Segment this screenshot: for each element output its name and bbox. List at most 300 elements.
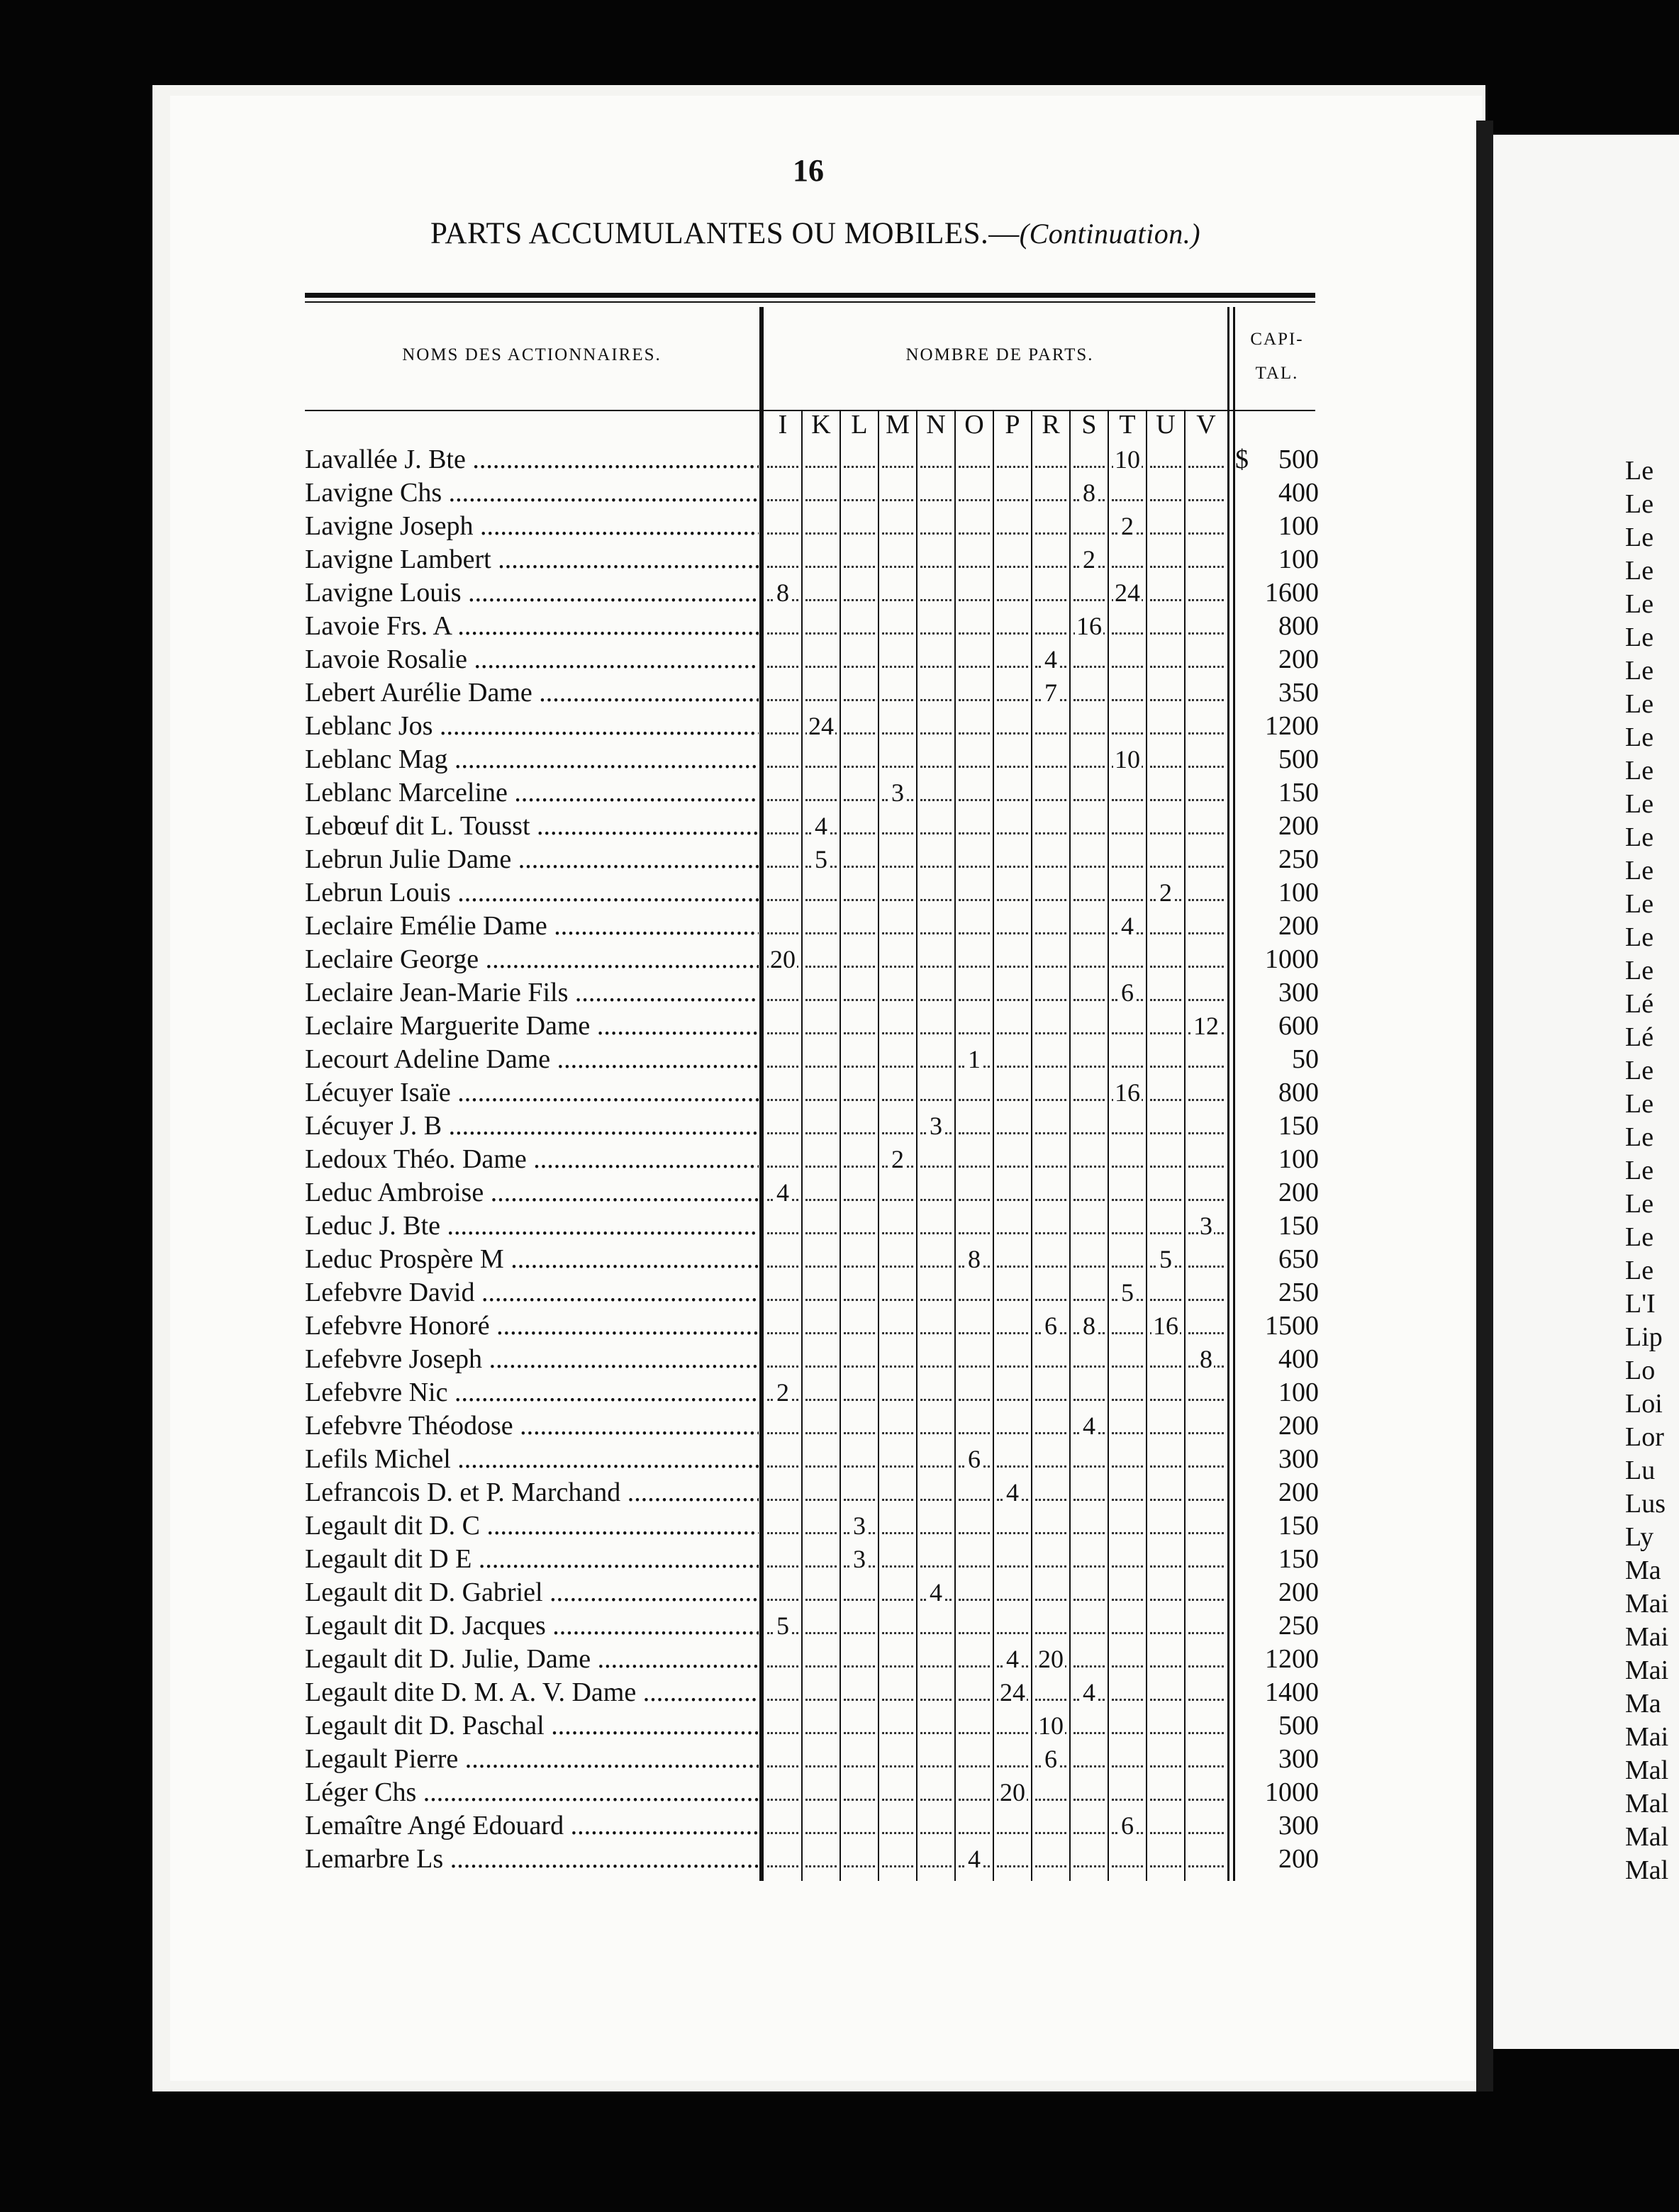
share-cell: [764, 976, 802, 1010]
share-cell: [840, 576, 878, 610]
share-cell: [878, 543, 917, 576]
capital-amount: 200: [1278, 911, 1319, 941]
share-cell: [1032, 776, 1070, 810]
facing-page-fragment: Le: [1625, 856, 1654, 886]
facing-page-fragment: Le: [1625, 1056, 1654, 1085]
share-cell: [1070, 943, 1108, 976]
facing-page-fragment: Lu: [1625, 1456, 1656, 1485]
share-cell: [955, 1843, 993, 1876]
share-cell: [1032, 1476, 1070, 1509]
share-cell: [802, 976, 840, 1010]
capital-amount: 150: [1278, 1111, 1319, 1141]
share-cell: [840, 1309, 878, 1343]
share-cell: [1070, 710, 1108, 743]
share-cell: [1108, 1743, 1147, 1776]
share-cell: [764, 1076, 802, 1110]
share-count: 8: [1083, 1312, 1095, 1340]
share-cell: [1032, 1543, 1070, 1576]
share-cell: [1032, 1609, 1070, 1643]
capital-amount: 150: [1278, 1544, 1319, 1574]
share-count: 6: [968, 1445, 981, 1473]
share-cell: [955, 510, 993, 543]
share-cell: [993, 1776, 1032, 1809]
share-cell: [955, 1376, 993, 1409]
share-cell: [878, 1309, 917, 1343]
share-cell: [840, 1576, 878, 1609]
share-cell: [1147, 676, 1185, 710]
shareholder-name: Legault dit D. C .....: [305, 1509, 759, 1543]
share-count: 1: [968, 1045, 981, 1073]
share-cell: [1032, 810, 1070, 843]
share-cell: [1147, 1509, 1185, 1543]
share-cell: [1032, 1576, 1070, 1609]
facing-page-fragment: Lip: [1625, 1322, 1663, 1352]
capital-amount: 1600: [1265, 578, 1319, 608]
share-cell: [764, 1743, 802, 1776]
share-cell: [1147, 1143, 1185, 1176]
share-cell: [1070, 1110, 1108, 1143]
share-cell: [1185, 1143, 1227, 1176]
facing-page-fragment: Mal: [1625, 1822, 1669, 1852]
share-cell: [1185, 1309, 1227, 1343]
share-cell: [955, 943, 993, 976]
share-count: 20: [1038, 1645, 1064, 1673]
share-count: 12: [1193, 1012, 1219, 1040]
facing-page-fragment: Ma: [1625, 1689, 1661, 1719]
share-cell: [802, 543, 840, 576]
share-cell: [1108, 1776, 1147, 1809]
share-cell: [917, 1676, 955, 1709]
share-cell: [878, 1476, 917, 1509]
share-cell: [878, 1343, 917, 1376]
share-cell: [917, 1576, 955, 1609]
share-cell: [1032, 1210, 1070, 1243]
capital-amount: 200: [1278, 811, 1319, 841]
header-capital-line2: TAL.: [1255, 364, 1299, 383]
share-count: 3: [1200, 1212, 1212, 1240]
share-cell: [1185, 510, 1227, 543]
share-cell: [993, 643, 1032, 676]
share-cell: [764, 1709, 802, 1743]
share-cell: [1070, 1743, 1108, 1776]
share-cell: [878, 1243, 917, 1276]
share-cell: [1070, 1043, 1108, 1076]
share-cell: [917, 1110, 955, 1143]
share-count: 6: [1044, 1745, 1057, 1773]
share-cell: [840, 1143, 878, 1176]
share-cell: [1108, 643, 1147, 676]
share-count: 8: [968, 1245, 981, 1273]
share-cell: [993, 1709, 1032, 1743]
share-cell: [802, 943, 840, 976]
share-cell: [1032, 1010, 1070, 1043]
share-cell: [1108, 510, 1147, 543]
share-cell: [1108, 610, 1147, 643]
share-cell: [878, 843, 917, 876]
share-cell: [993, 1643, 1032, 1676]
share-cell: [1147, 910, 1185, 943]
share-cell: [802, 1476, 840, 1509]
share-cell: [1108, 1809, 1147, 1843]
share-cell: [993, 710, 1032, 743]
share-cell: [840, 1609, 878, 1643]
share-cell: [917, 1143, 955, 1176]
share-cell: [1185, 1843, 1227, 1876]
share-cell: [1147, 943, 1185, 976]
share-cell: [1070, 1010, 1108, 1043]
share-cell: [1108, 976, 1147, 1010]
share-cell: [1147, 443, 1185, 476]
share-cell: [1032, 1176, 1070, 1210]
share-cell: [764, 1809, 802, 1843]
capital-amount: 400: [1278, 1344, 1319, 1374]
shareholder-name: Lefrancois D. et P. Marchand .....: [305, 1476, 759, 1509]
share-cell: [878, 1543, 917, 1576]
share-cell: [993, 1543, 1032, 1576]
share-cell: [1185, 1776, 1227, 1809]
share-cell: [955, 476, 993, 510]
share-cell: [1108, 576, 1147, 610]
share-cell: [1032, 1676, 1070, 1709]
share-cell: [917, 543, 955, 576]
share-cell: [917, 876, 955, 910]
capital-amount: 200: [1278, 1844, 1319, 1874]
share-cell: [840, 876, 878, 910]
share-cell: [764, 876, 802, 910]
share-count: 3: [853, 1545, 866, 1573]
share-cell: [1108, 543, 1147, 576]
share-cell: [993, 843, 1032, 876]
share-cell: [878, 1743, 917, 1776]
header-names: NOMS DES ACTIONNAIRES.: [402, 345, 662, 364]
capital-amount: 300: [1278, 978, 1319, 1007]
share-cell: [840, 1776, 878, 1809]
share-cell: [1147, 1809, 1185, 1843]
share-cell: [840, 710, 878, 743]
facing-page-fragment: Le: [1625, 756, 1654, 786]
shareholder-name: Leclaire Jean-Marie Fils .....: [305, 976, 759, 1010]
shareholder-name: Leduc J. Bte .....: [305, 1210, 759, 1243]
share-cell: [1108, 843, 1147, 876]
share-count: 6: [1044, 1312, 1057, 1340]
share-cell: [878, 1276, 917, 1309]
share-cell: [840, 843, 878, 876]
share-cell: [955, 1609, 993, 1643]
share-cell: [917, 910, 955, 943]
share-cell: [955, 1343, 993, 1376]
share-cell: [1185, 710, 1227, 743]
share-cell: [802, 576, 840, 610]
capital-amount: 50: [1292, 1044, 1319, 1074]
share-cell: [1032, 1509, 1070, 1543]
share-cell: [1108, 1643, 1147, 1676]
share-cell: [802, 1743, 840, 1776]
capital-amount: 200: [1278, 1178, 1319, 1207]
share-cell: [764, 1609, 802, 1643]
share-cell: [993, 976, 1032, 1010]
share-cell: [993, 1809, 1032, 1843]
capital-amount: 1000: [1265, 944, 1319, 974]
share-cell: [1147, 1643, 1185, 1676]
share-cell: [955, 1709, 993, 1743]
share-cell: [840, 1210, 878, 1243]
share-cell: [764, 1543, 802, 1576]
share-cell: [993, 443, 1032, 476]
share-cell: [802, 643, 840, 676]
share-cell: [1108, 710, 1147, 743]
share-cell: [955, 1176, 993, 1210]
capital-amount: 650: [1278, 1244, 1319, 1274]
shareholder-name: Leblanc Jos .....: [305, 710, 759, 743]
facing-page-fragment: Le: [1625, 689, 1654, 719]
share-cell: [1070, 576, 1108, 610]
share-count: 16: [1153, 1312, 1178, 1340]
share-count: 24: [1000, 1678, 1025, 1707]
share-cell: [1185, 643, 1227, 676]
share-cell: [1147, 543, 1185, 576]
share-cell: [764, 1210, 802, 1243]
column-letter: P: [1005, 410, 1020, 440]
share-cell: [878, 443, 917, 476]
facing-page-fragment: Le: [1625, 822, 1654, 852]
share-count: 3: [891, 778, 904, 807]
share-cell: [802, 876, 840, 910]
share-cell: [764, 1443, 802, 1476]
share-cell: [955, 676, 993, 710]
share-cell: [1070, 1709, 1108, 1743]
capital-amount: 1200: [1265, 711, 1319, 741]
share-cell: [802, 1643, 840, 1676]
share-cell: [1070, 1609, 1108, 1643]
share-cell: [840, 476, 878, 510]
share-count: 24: [1115, 579, 1140, 607]
share-count: 8: [776, 579, 789, 607]
share-cell: [1185, 1809, 1227, 1843]
share-cell: [878, 876, 917, 910]
share-cell: [840, 1076, 878, 1110]
share-cell: [917, 1309, 955, 1343]
share-cell: [917, 1776, 955, 1809]
share-cell: [1147, 1376, 1185, 1409]
share-cell: [878, 1076, 917, 1110]
share-count: 4: [1044, 645, 1057, 674]
share-cell: [878, 943, 917, 976]
share-cell: [878, 510, 917, 543]
share-cell: [917, 576, 955, 610]
share-cell: [1185, 610, 1227, 643]
facing-page-fragment: Le: [1625, 489, 1654, 519]
share-cell: [955, 1110, 993, 1143]
shareholder-name: Lebrun Louis .....: [305, 876, 759, 910]
share-cell: [802, 1276, 840, 1309]
share-cell: [1032, 910, 1070, 943]
share-count: 20: [1000, 1778, 1025, 1806]
share-cell: [1147, 710, 1185, 743]
share-cell: [878, 676, 917, 710]
share-cell: [993, 510, 1032, 543]
share-cell: [993, 576, 1032, 610]
share-cell: [993, 1443, 1032, 1476]
share-cell: [1108, 1276, 1147, 1309]
share-cell: [1032, 610, 1070, 643]
share-cell: [955, 876, 993, 910]
share-cell: [802, 1376, 840, 1409]
share-cell: [955, 1243, 993, 1276]
share-cell: [1070, 676, 1108, 710]
share-cell: [840, 776, 878, 810]
share-cell: [1032, 1409, 1070, 1443]
shareholder-name: Lefebvre Nic .....: [305, 1376, 759, 1409]
share-count: 2: [1083, 545, 1095, 574]
share-count: 4: [968, 1845, 981, 1873]
share-cell: [1032, 710, 1070, 743]
share-count: 10: [1115, 745, 1140, 773]
share-cell: [764, 1776, 802, 1809]
share-cell: [764, 910, 802, 943]
share-cell: [1032, 876, 1070, 910]
facing-page-fragment: Lé: [1625, 989, 1654, 1019]
share-cell: [1108, 1709, 1147, 1743]
share-cell: [840, 1243, 878, 1276]
shareholder-name: Lemaître Angé Edouard .....: [305, 1809, 759, 1843]
share-cell: [1185, 1276, 1227, 1309]
share-cell: [1070, 476, 1108, 510]
share-count: 16: [1115, 1078, 1140, 1107]
shareholder-name: Legault dite D. M. A. V. Dame .....: [305, 1676, 759, 1709]
share-count: 2: [891, 1145, 904, 1173]
share-cell: [1108, 1843, 1147, 1876]
facing-page-fragment: Le: [1625, 922, 1654, 952]
capital-amount: 100: [1278, 511, 1319, 541]
header-shares: NOMBRE DE PARTS.: [905, 345, 1094, 364]
share-cell: [878, 1676, 917, 1709]
share-cell: [1185, 1010, 1227, 1043]
share-cell: [1108, 810, 1147, 843]
facing-page-fragment: Mal: [1625, 1755, 1669, 1785]
shareholder-name: Lavoie Rosalie .....: [305, 643, 759, 676]
share-cell: [1185, 1509, 1227, 1543]
share-cell: [764, 1176, 802, 1210]
shareholder-name: Leduc Ambroise .....: [305, 1176, 759, 1210]
share-count: 4: [1006, 1478, 1019, 1507]
share-cell: [1108, 1010, 1147, 1043]
share-cell: [1032, 1776, 1070, 1809]
shareholder-name: Lavigne Joseph .....: [305, 510, 759, 543]
share-cell: [1108, 1210, 1147, 1243]
share-cell: [1147, 1676, 1185, 1709]
share-cell: [1147, 1743, 1185, 1776]
share-cell: [1032, 1343, 1070, 1376]
capital-amount: 250: [1278, 844, 1319, 874]
share-cell: [764, 676, 802, 710]
facing-page-fragment: Le: [1625, 889, 1654, 919]
share-cell: [917, 1243, 955, 1276]
share-cell: [764, 1309, 802, 1343]
capital-amount: 100: [1278, 544, 1319, 574]
share-cell: [993, 776, 1032, 810]
share-cell: [1147, 1543, 1185, 1576]
share-cell: [1147, 643, 1185, 676]
page-number: 16: [793, 153, 824, 188]
facing-page-fragment: Lé: [1625, 1022, 1654, 1052]
share-cell: [1108, 1509, 1147, 1543]
share-cell: [955, 1643, 993, 1676]
share-cell: [1108, 1076, 1147, 1110]
share-cell: [878, 1143, 917, 1176]
facing-page-fragment: Le: [1625, 556, 1654, 586]
facing-page-fragment: Ly: [1625, 1522, 1654, 1552]
share-cell: [878, 910, 917, 943]
share-cell: [878, 610, 917, 643]
share-cell: [878, 1709, 917, 1743]
capital-amount: 500: [1278, 445, 1319, 474]
share-cell: [1032, 1443, 1070, 1476]
capital-amount: 500: [1278, 1711, 1319, 1741]
share-cell: [1108, 943, 1147, 976]
share-cell: [840, 676, 878, 710]
share-count: 2: [776, 1378, 789, 1407]
share-cell: [802, 610, 840, 643]
share-cell: [840, 1543, 878, 1576]
share-cell: [1032, 676, 1070, 710]
share-cell: [840, 510, 878, 543]
share-cell: [764, 1243, 802, 1276]
share-count: 5: [1121, 1278, 1134, 1307]
shareholder-name: Lécuyer J. B .....: [305, 1110, 759, 1143]
share-cell: [878, 1843, 917, 1876]
share-cell: [917, 843, 955, 876]
share-cell: [1185, 443, 1227, 476]
share-cell: [917, 776, 955, 810]
share-cell: [840, 1709, 878, 1743]
share-cell: [1185, 1343, 1227, 1376]
share-count: 10: [1038, 1711, 1064, 1740]
share-cell: [802, 1010, 840, 1043]
shareholder-name: Lecourt Adeline Dame .....: [305, 1043, 759, 1076]
share-cell: [1108, 1176, 1147, 1210]
share-cell: [840, 1509, 878, 1543]
share-cell: [1185, 943, 1227, 976]
share-cell: [840, 1043, 878, 1076]
share-cell: [1147, 843, 1185, 876]
share-cell: [764, 843, 802, 876]
shareholder-name: Leclaire Marguerite Dame .....: [305, 1010, 759, 1043]
capital-amount: 800: [1278, 611, 1319, 641]
share-cell: [878, 1043, 917, 1076]
share-cell: [955, 1743, 993, 1776]
share-cell: [840, 743, 878, 776]
share-cell: [764, 1043, 802, 1076]
column-letter: M: [886, 410, 910, 440]
share-cell: [993, 1376, 1032, 1409]
share-cell: [802, 1809, 840, 1843]
shareholder-name: Lavigne Louis .....: [305, 576, 759, 610]
running-title-continuation: (Continuation.): [1019, 218, 1201, 250]
share-cell: [917, 1476, 955, 1509]
capital-amount: 100: [1278, 1378, 1319, 1407]
share-cell: [802, 810, 840, 843]
share-cell: [955, 1443, 993, 1476]
share-cell: [1070, 1309, 1108, 1343]
capital-amount: 350: [1278, 678, 1319, 708]
share-cell: [955, 1276, 993, 1309]
share-cell: [1032, 1843, 1070, 1876]
share-cell: [1108, 1576, 1147, 1609]
share-cell: [955, 1076, 993, 1110]
facing-page-fragment: Le: [1625, 589, 1654, 619]
running-title: [355, 216, 1276, 251]
share-cell: [1147, 1709, 1185, 1743]
